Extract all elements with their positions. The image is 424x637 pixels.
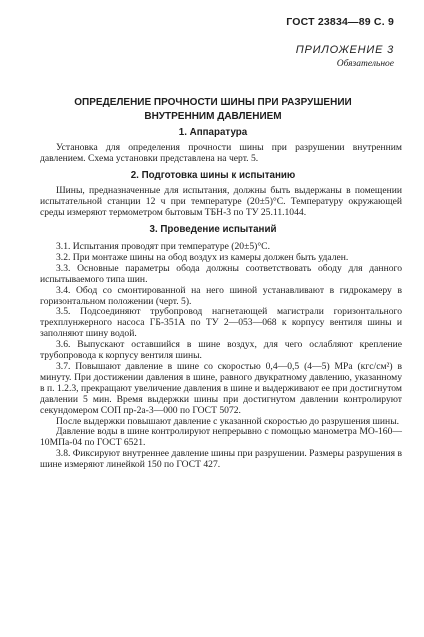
paragraph: 3.3. Основные параметры обода должны соответствовать ободу для данного испытываемого типа шин. xyxy=(40,262,402,285)
section-heading: 3. Проведение испытаний xyxy=(149,224,277,235)
paragraph: 3.7. Повышают давление в шине со скоростью 0,4—0,5 (4—5) МРа (кгс/см²) в минуту. При достижении давления в шине, равного двукратному давлению, указанному в п. 1.2.3, прекращают увеличение давления в шине и выдерживают ее при достигнутом давлении 5 мин. Время выдержки шины при достигнутом давлении контролируют секундомером СОП пр-2а-3—000 по ГОСТ 5072. xyxy=(40,360,402,416)
document-title: ОПРЕДЕЛЕНИЕ ПРОЧНОСТИ ШИНЫ ПРИ РАЗРУШЕНИИ ВНУТРЕННИМ ДАВЛЕНИЕМ xyxy=(74,97,352,122)
section-body xyxy=(40,242,402,471)
section-heading: 1. Аппаратура xyxy=(178,127,248,138)
appendix-subtitle: Обязательное xyxy=(336,59,394,69)
paragraph: 3.4. Обод со смонтированной на него шиной устанавливают в гидрокамеру в горизонтальном положении (черт. 5). xyxy=(40,284,402,307)
paragraph: 3.2. При монтаже шины на обод воздух из камеры должен быть удален. xyxy=(56,251,349,263)
paragraph: Давление воды в шине контролируют непрерывно с помощью манометра МО-160—10МПа-04 по ГОСТ 6521. xyxy=(40,426,402,449)
paragraph: 3.6. Выпускают оставшийся в шине воздух, для чего ослабляют крепление трубопровода к корпусу вентиля шины. xyxy=(40,339,402,362)
section-body xyxy=(40,143,402,165)
paragraph: Шины, предназначенные для испытания, должны быть выдержаны в помещении испытательной станции 12 ч при температуре (20±5)°С. Температуру окружающей среды измеряют термометром бытовым ТБН-3 по ТУ 25.11.1044. xyxy=(40,185,402,218)
section-heading: 2. Подготовка шины к испытанию xyxy=(130,170,296,181)
page-header: ГОСТ 23834—89 С. 9 xyxy=(286,16,394,28)
paragraph: 3.1. Испытания проводят при температуре (20±5)°С. xyxy=(56,241,270,252)
section-body xyxy=(40,186,402,219)
paragraph: 3.8. Фиксируют внутреннее давление шины при разрушении. Размеры разрушения в шине измеряют линейкой 150 по ГОСТ 427. xyxy=(40,448,402,471)
appendix-label xyxy=(296,44,394,69)
appendix-title: ПРИЛОЖЕНИЕ 3 xyxy=(295,44,394,56)
paragraph: Установка для определения прочности шины при разрушении внутренним давлением. Схема установки представлена на черт. 5. xyxy=(40,142,402,164)
paragraph: 3.5. Подсоединяют трубопровод нагнетающей магистрали горизонтального трехплунжерного насоса ГБ-351А по ТУ 2—053—068 к корпусу вентиля шины и заполняют шину водой. xyxy=(40,306,402,340)
paragraph: После выдержки повышают давление с указанной скоростью до разрушения шины. xyxy=(56,415,400,427)
